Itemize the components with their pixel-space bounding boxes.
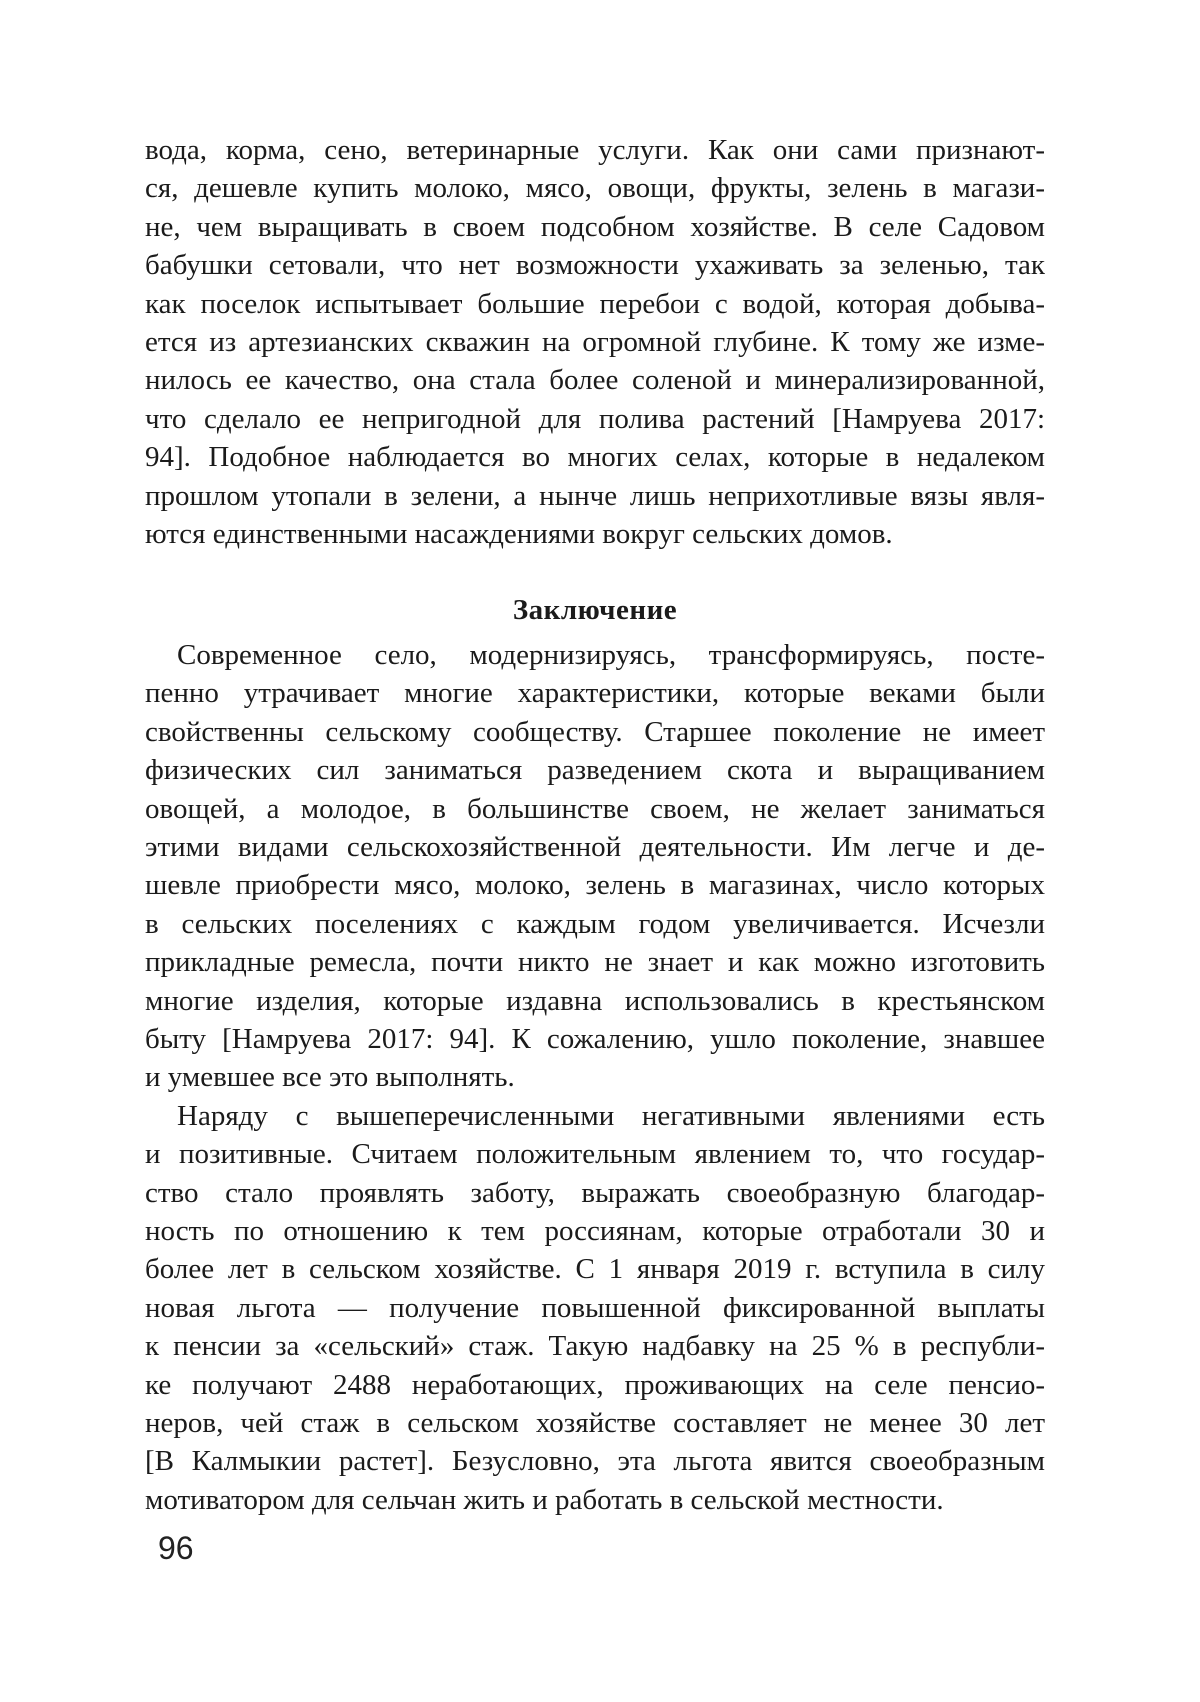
text-line: свойственны сельскому сообществу. Старшее поколение не имеет [145,715,1045,748]
text-line: что сделало ее непригодной для полива растений [Намруева 2017: [145,402,1045,435]
text-line: этими видами сельскохозяйственной деятельности. Им легче и де- [145,830,1045,863]
text-line: в сельских поселениях с каждым годом увеличивается. Исчезли [145,907,1045,940]
text-line: ся, дешевле купить молоко, мясо, овощи, фрукты, зелень в магази- [145,172,1045,205]
text-line: мотиватором для сельчан жить и работать в сельской местности. [145,1483,944,1516]
text-line: нилось ее качество, она стала более соленой и минерализированной, [145,364,1045,397]
text-line: пенно утрачивает многие характеристики, которые веками были [145,677,1045,710]
text-line: ются единственными насаждениями вокруг сельских домов. [145,518,893,551]
text-line: новая льгота — получение повышенной фиксированной выплаты [145,1291,1045,1324]
text-line: быту [Намруева 2017: 94]. К сожалению, ушло поколение, знавшее [145,1022,1045,1055]
text-line: как поселок испытывает большие перебои с водой, которая добыва- [145,287,1045,320]
text-line: бабушки сетовали, что нет возможности ухаживать за зеленью, так [145,249,1045,282]
text-line: и умевшее все это выполнять. [145,1061,515,1094]
text-line: ство стало проявлять заботу, выражать своеобразную благодар- [145,1176,1045,1209]
text-line: не, чем выращивать в своем подсобном хозяйстве. В селе Садовом [145,210,1045,243]
text-line: ность по отношению к тем россиянам, которые отработали 30 и [145,1214,1045,1247]
page-text [145,131,1045,1519]
text-line: вода, корма, сено, ветеринарные услуги. Как они сами признают- [145,134,1045,166]
text-line: неров, чей стаж в сельском хозяйстве составляет не менее 30 лет [145,1407,1045,1439]
text-line: Современное село, модернизируясь, трансформируясь, посте- [177,638,1045,671]
section-heading: Заключение [512,594,678,627]
text-line: шевле приобрести мясо, молоко, зелень в магазинах, число которых [145,869,1045,902]
text-line: [В Калмыкии растет]. Безусловно, эта льгота явится своеобразным [145,1445,1045,1478]
text-line: овощей, а молодое, в большинстве своем, не желает заниматься [145,792,1045,825]
text-line: и позитивные. Считаем положительным явлением то, что государ- [145,1138,1045,1171]
text-line: Наряду с вышеперечисленными негативными явлениями есть [177,1099,1045,1132]
text-line: ется из артезианских скважин на огромной глубине. К тому же изме- [145,326,1045,359]
text-line: к пенсии за «сельский» стаж. Такую надбавку на 25 % в республи- [145,1330,1045,1363]
text-line: многие изделия, которые издавна использовались в крестьянском [145,984,1045,1017]
text-line: прикладные ремесла, почти никто не знает и как можно изготовить [145,946,1045,979]
text-line: более лет в сельском хозяйстве. С 1 января 2019 г. вступила в силу [145,1253,1045,1286]
text-line: прошлом утопали в зелени, а нынче лишь неприхотливые вязы явля- [145,479,1045,512]
text-line: физических сил заниматься разведением скота и выращиванием [145,754,1045,787]
page-number: 96 [158,1530,194,1566]
text-line: 94]. Подобное наблюдается во многих селах, которые в недалеком [145,441,1045,474]
text-line: ке получают 2488 неработающих, проживающих на селе пенсио- [145,1368,1045,1401]
